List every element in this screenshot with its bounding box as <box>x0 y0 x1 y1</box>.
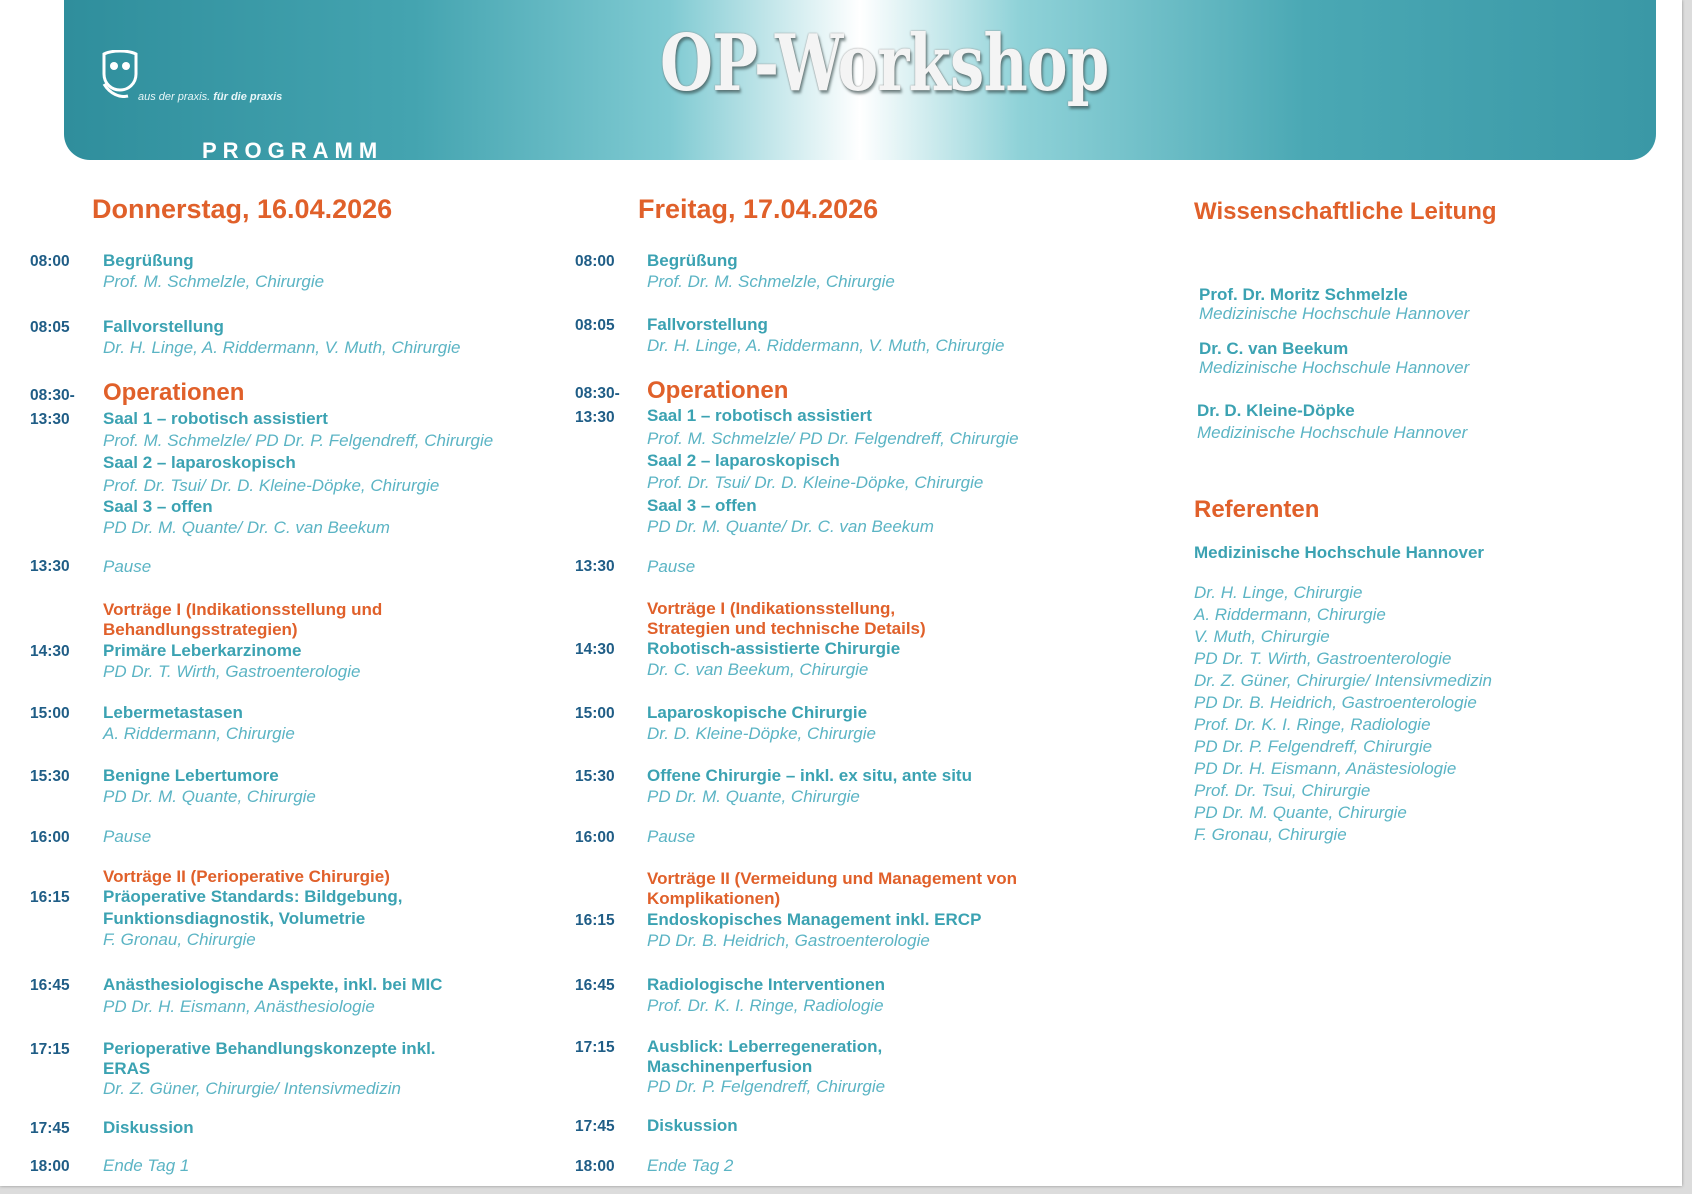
day2-welcome-speaker: Prof. Dr. M. Schmelzle, Chirurgie <box>647 272 895 291</box>
day2-1500-title: Laparoskopische Chirurgie <box>647 703 868 722</box>
day2-saal3: Saal 3 – offen <box>647 496 757 515</box>
day2-time-1500: 15:00 <box>575 705 615 722</box>
day1-saal2-speaker: Prof. Dr. Tsui/ Dr. D. Kleine-Döpke, Chirurgie <box>103 476 440 495</box>
owl-logo-icon <box>98 50 142 98</box>
day2-vortraege2-heading-l1: Vorträge II (Vermeidung und Management von <box>647 869 1017 888</box>
day1-1615-title-l2: Funktionsdiagnostik, Volumetrie <box>103 909 366 928</box>
day1-case-title: Fallvorstellung <box>103 317 224 336</box>
day1-1645-title: Anästhesiologische Aspekte, inkl. bei MIC <box>103 975 443 994</box>
day2-time-1615: 16:15 <box>575 912 615 929</box>
referent-item: Prof. Dr. Tsui, Chirurgie <box>1194 781 1371 800</box>
day1-1500-title: Lebermetastasen <box>103 703 243 722</box>
day2-1645-title: Radiologische Interventionen <box>647 975 886 994</box>
day1-1615-speaker: F. Gronau, Chirurgie <box>103 930 256 949</box>
day2-1500-speaker: Dr. D. Kleine-Döpke, Chirurgie <box>647 724 876 743</box>
day2-1745-title: Diskussion <box>647 1116 738 1135</box>
day2-1645-speaker: Prof. Dr. K. I. Ringe, Radiologie <box>647 996 884 1015</box>
day2-1615-title: Endoskopisches Management inkl. ERCP <box>647 910 982 929</box>
referent-item: Dr. H. Linge, Chirurgie <box>1194 583 1363 602</box>
day2-saal2-speaker: Prof. Dr. Tsui/ Dr. D. Kleine-Döpke, Chirurgie <box>647 473 984 492</box>
day2-time-1800: 18:00 <box>575 1158 615 1175</box>
day2-1530-title: Offene Chirurgie – inkl. ex situ, ante situ <box>647 766 972 785</box>
day2-1615-speaker: PD Dr. B. Heidrich, Gastroenterologie <box>647 931 930 950</box>
referenten-org: Medizinische Hochschule Hannover <box>1194 543 1485 562</box>
day1-1430-speaker: PD Dr. T. Wirth, Gastroenterologie <box>103 662 361 681</box>
day2-ops-time-start: 08:30- <box>575 385 620 402</box>
day2-1715-speaker: PD Dr. P. Felgendreff, Chirurgie <box>647 1077 886 1096</box>
day2-time-1530: 15:30 <box>575 768 615 785</box>
day1-saal2: Saal 2 – laparoskopisch <box>103 453 296 472</box>
day2-1430-speaker: Dr. C. van Beekum, Chirurgie <box>647 660 869 679</box>
day1-title: Donnerstag, 16.04.2026 <box>92 194 393 224</box>
day2-saal2: Saal 2 – laparoskopisch <box>647 451 840 470</box>
leitung-org-3: Medizinische Hochschule Hannover <box>1197 423 1468 442</box>
logo-tagline: aus der praxis. für die praxis <box>138 91 283 103</box>
day1-time-1645: 16:45 <box>30 977 70 994</box>
referent-item: Dr. Z. Güner, Chirurgie/ Intensivmedizin <box>1194 671 1492 690</box>
day1-1715-speaker: Dr. Z. Güner, Chirurgie/ Intensivmedizin <box>103 1079 401 1098</box>
day2-vortraege1-heading-l2: Strategien und technische Details) <box>647 619 926 638</box>
day1-welcome-title: Begrüßung <box>103 251 194 270</box>
day1-pause1: Pause <box>103 557 152 576</box>
day1-time-1330: 13:30 <box>30 558 70 575</box>
day1-ops-title: Operationen <box>103 379 245 406</box>
day1-time-1800: 18:00 <box>30 1158 70 1175</box>
day1-pause2: Pause <box>103 827 152 846</box>
day1-time-1600: 16:00 <box>30 829 70 846</box>
day2-1715-title-l2: Maschinenperfusion <box>647 1057 813 1076</box>
day2-title: Freitag, 17.04.2026 <box>638 194 879 224</box>
day1-1500-speaker: A. Riddermann, Chirurgie <box>103 724 295 743</box>
page-title: OP-Workshop <box>660 18 1109 109</box>
leitung-title: Wissenschaftliche Leitung <box>1194 198 1497 225</box>
referent-item: PD Dr. B. Heidrich, Gastroenterologie <box>1194 693 1477 712</box>
referent-item: Prof. Dr. K. I. Ringe, Radiologie <box>1194 715 1431 734</box>
day1-vortraege1-heading-l1: Vorträge I (Indikationsstellung und <box>103 600 383 619</box>
day2-time-1715: 17:15 <box>575 1039 615 1056</box>
day2-1715-title-l1: Ausblick: Leberregeneration, <box>647 1037 883 1056</box>
day2-case-speaker: Dr. H. Linge, A. Riddermann, V. Muth, Chirurgie <box>647 336 1005 355</box>
day2-time-1745: 17:45 <box>575 1118 615 1135</box>
day1-time-1530: 15:30 <box>30 768 70 785</box>
day2-pause1: Pause <box>647 557 696 576</box>
day1-time-1430: 14:30 <box>30 643 70 660</box>
day1-saal1-speaker: Prof. M. Schmelzle/ PD Dr. P. Felgendreff, Chirurgie <box>103 431 494 450</box>
day1-time-1745: 17:45 <box>30 1120 70 1137</box>
programm-label: PROGRAMM <box>202 138 384 163</box>
day2-1430-title: Robotisch-assistierte Chirurgie <box>647 639 901 658</box>
day2-time-1430: 14:30 <box>575 641 615 658</box>
day2-time-0800: 08:00 <box>575 253 615 270</box>
day1-1715-title-l1: Perioperative Behandlungskonzepte inkl. <box>103 1039 436 1058</box>
day1-1530-speaker: PD Dr. M. Quante, Chirurgie <box>103 787 316 806</box>
day2-ops-title: Operationen <box>647 377 789 404</box>
referent-item: V. Muth, Chirurgie <box>1194 627 1330 646</box>
day2-1800-title: Ende Tag 2 <box>647 1156 734 1175</box>
day1-1430-title: Primäre Leberkarzinome <box>103 641 302 660</box>
day1-time-1715: 17:15 <box>30 1041 70 1058</box>
day2-case-title: Fallvorstellung <box>647 315 768 334</box>
day2-vortraege2-heading-l2: Komplikationen) <box>647 889 781 908</box>
day2-time-1330: 13:30 <box>575 558 615 575</box>
day1-ops-time-end: 13:30 <box>30 411 70 428</box>
leitung-name-2: Dr. C. van Beekum <box>1199 339 1349 358</box>
day1-vortraege1-heading-l2: Behandlungsstrategien) <box>103 620 298 639</box>
day2-saal1-speaker: Prof. M. Schmelzle/ PD Dr. Felgendreff, Chirurgie <box>647 429 1019 448</box>
referent-item: PD Dr. H. Eismann, Anästesiologie <box>1194 759 1457 778</box>
day2-time-1645: 16:45 <box>575 977 615 994</box>
leitung-org-2: Medizinische Hochschule Hannover <box>1199 358 1470 377</box>
day1-1530-title: Benigne Lebertumore <box>103 766 279 785</box>
day1-1615-title-l1: Präoperative Standards: Bildgebung, <box>103 887 403 906</box>
day2-saal1: Saal 1 – robotisch assistiert <box>647 406 872 425</box>
day1-1645-speaker: PD Dr. H. Eismann, Anästhesiologie <box>103 997 375 1016</box>
leitung-name-1: Prof. Dr. Moritz Schmelzle <box>1199 285 1408 304</box>
day2-1530-speaker: PD Dr. M. Quante, Chirurgie <box>647 787 860 806</box>
referent-item: PD Dr. M. Quante, Chirurgie <box>1194 803 1407 822</box>
day1-saal3-speaker: PD Dr. M. Quante/ Dr. C. van Beekum <box>103 518 390 537</box>
day2-vortraege1-heading-l1: Vorträge I (Indikationsstellung, <box>647 599 896 618</box>
referenten-title: Referenten <box>1194 496 1320 523</box>
day1-case-speaker: Dr. H. Linge, A. Riddermann, V. Muth, Chirurgie <box>103 338 461 357</box>
day1-time-0805: 08:05 <box>30 319 70 336</box>
day1-1800-title: Ende Tag 1 <box>103 1156 190 1175</box>
referent-item: A. Riddermann, Chirurgie <box>1194 605 1386 624</box>
day1-saal3: Saal 3 – offen <box>103 497 213 516</box>
day2-welcome-title: Begrüßung <box>647 251 738 270</box>
day1-welcome-speaker: Prof. M. Schmelzle, Chirurgie <box>103 272 325 291</box>
day1-time-1615: 16:15 <box>30 889 70 906</box>
day1-time-1500: 15:00 <box>30 705 70 722</box>
leitung-org-1: Medizinische Hochschule Hannover <box>1199 304 1470 323</box>
day2-pause2: Pause <box>647 827 696 846</box>
day2-ops-time-end: 13:30 <box>575 409 615 426</box>
day2-time-0805: 08:05 <box>575 317 615 334</box>
day1-vortraege2-heading: Vorträge II (Perioperative Chirurgie) <box>103 867 390 886</box>
day2-time-1600: 16:00 <box>575 829 615 846</box>
day1-time-0800: 08:00 <box>30 253 70 270</box>
referent-item: PD Dr. T. Wirth, Gastroenterologie <box>1194 649 1452 668</box>
referent-item: F. Gronau, Chirurgie <box>1194 825 1347 844</box>
referent-item: PD Dr. P. Felgendreff, Chirurgie <box>1194 737 1433 756</box>
day1-1715-title-l2: ERAS <box>103 1059 151 1078</box>
day2-saal3-speaker: PD Dr. M. Quante/ Dr. C. van Beekum <box>647 517 934 536</box>
day1-saal1: Saal 1 – robotisch assistiert <box>103 409 328 428</box>
leitung-name-3: Dr. D. Kleine-Döpke <box>1197 401 1355 420</box>
day1-1745-title: Diskussion <box>103 1118 194 1137</box>
day1-ops-time-start: 08:30- <box>30 387 75 404</box>
